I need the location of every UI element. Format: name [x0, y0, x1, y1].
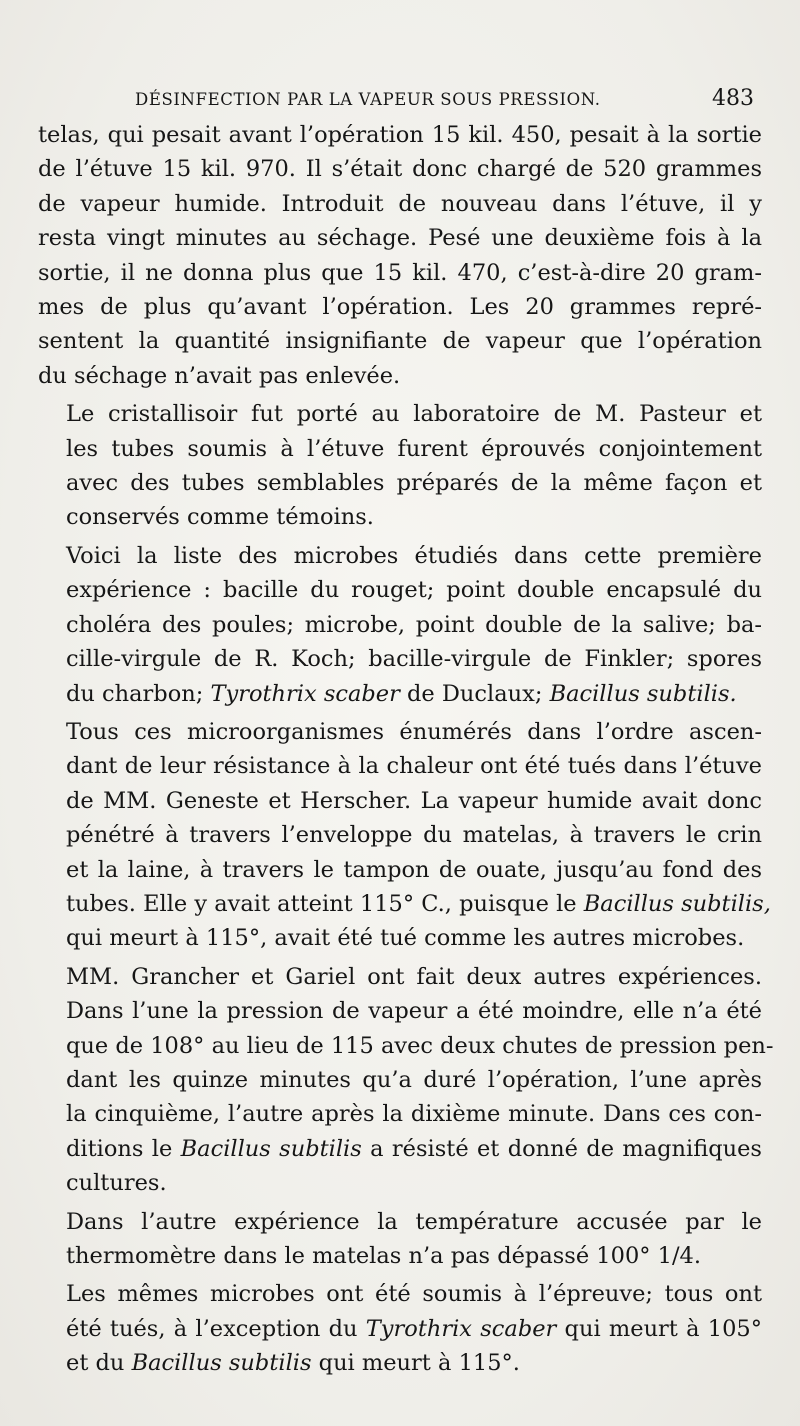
text-run: qui meurt à 115°, avait été tué comme les autres microbes.	[66, 925, 745, 952]
text-run: dant les quinze minutes qu’a duré l’opération, l’une après	[66, 1066, 762, 1093]
text-line	[38, 118, 762, 152]
text-run: Dans l’autre expérience la température accusée par le	[66, 1208, 762, 1235]
text-run: qui meurt à 105°	[556, 1315, 762, 1342]
text-line	[38, 1132, 762, 1166]
italic-text-run: Bacillus subtilis	[131, 1350, 312, 1377]
text-line	[38, 359, 762, 393]
text-run: du charbon;	[66, 680, 211, 707]
text-run: Voici la liste des microbes étudiés dans cette première	[66, 542, 762, 569]
italic-text-run: Tyrothrix scaber	[365, 1315, 557, 1342]
text-run: pénétré à travers l’enveloppe du matelas, à travers le crin	[66, 822, 762, 849]
paragraph	[38, 1277, 762, 1380]
text-run: de MM. Geneste et Herscher. La vapeur humide avait donc	[66, 787, 762, 814]
text-line	[38, 608, 762, 642]
italic-text-run: Tyrothrix scaber	[210, 680, 400, 707]
text-line	[38, 853, 762, 887]
text-run: Le cristallisoir fut porté au laboratoire de M. Pasteur et	[66, 401, 762, 428]
text-line	[38, 1346, 762, 1380]
text-run: mes de plus qu’avant l’opération. Les 20 grammes repré-	[38, 294, 762, 321]
text-run: sortie, il ne donna plus que 15 kil. 470, c’est-à-dire 20 gram-	[38, 259, 762, 286]
text-run: sentent la quantité insignifiante de vapeur que l’opération	[38, 328, 762, 355]
paragraph	[38, 539, 762, 711]
text-run: Les mêmes microbes ont été soumis à l’épreuve; tous ont	[66, 1281, 762, 1308]
text-line	[38, 715, 762, 749]
text-run: de Duclaux;	[399, 680, 550, 707]
text-run: a résisté et donné de magnifiques	[361, 1135, 762, 1162]
text-line	[38, 921, 762, 955]
text-line	[38, 677, 762, 711]
paragraph	[38, 715, 771, 956]
text-line	[38, 749, 762, 783]
text-line	[38, 500, 762, 534]
running-title: DÉSINFECTION PAR LA VAPEUR SOUS PRESSION.	[135, 90, 601, 109]
text-run: conservés comme témoins.	[66, 504, 374, 531]
text-run: cille-virgule de R. Koch; bacille-virgule de Finkler; spores	[66, 646, 762, 673]
text-line	[38, 290, 762, 324]
text-line	[38, 1205, 762, 1239]
text-line	[38, 1239, 762, 1273]
text-line	[38, 152, 762, 186]
text-line	[38, 432, 762, 466]
text-run: la cinquième, l’autre après la dixième minute. Dans ces con-	[66, 1101, 762, 1128]
italic-text-run: Bacillus subtilis	[180, 1135, 362, 1162]
text-line	[38, 573, 762, 607]
text-line	[38, 1097, 762, 1131]
text-line	[38, 539, 762, 573]
body-text	[38, 118, 774, 1385]
paragraph	[38, 1205, 762, 1274]
text-run: expérience : bacille du rouget; point double encapsulé du	[66, 577, 762, 604]
text-line	[38, 642, 762, 676]
text-line	[38, 1063, 762, 1097]
text-run: thermomètre dans le matelas n’a pas dépassé 100° 1/4.	[66, 1243, 702, 1269]
text-run: du séchage n’avait pas enlevée.	[38, 362, 401, 389]
text-run: que de 108° au lieu de 115 avec deux chutes de pression pen-	[66, 1032, 774, 1059]
text-line	[38, 1166, 762, 1200]
paragraph	[38, 960, 774, 1201]
text-run: Dans l’une la pression de vapeur a été moindre, elle n’a été	[66, 998, 762, 1025]
text-run: tubes. Elle y avait atteint 115° C., puisque le	[66, 890, 584, 917]
text-line	[38, 887, 771, 921]
text-run: et la laine, à travers le tampon de ouate, jusqu’au fond des	[66, 856, 762, 883]
text-run: telas, qui pesait avant l’opération 15 kil. 450, pesait à la sortie	[38, 122, 762, 148]
text-run: été tués, à l’exception du	[66, 1315, 366, 1342]
text-line	[38, 187, 762, 221]
text-line	[38, 1312, 762, 1346]
paragraph	[38, 118, 762, 393]
text-run: resta vingt minutes au séchage. Pesé une deuxième fois à la	[38, 225, 762, 252]
text-line	[38, 994, 762, 1028]
running-header	[0, 78, 800, 118]
italic-text-run: Bacillus subtilis.	[549, 680, 737, 707]
text-line	[38, 784, 762, 818]
italic-text-run: Bacillus subtilis,	[583, 890, 771, 917]
text-line	[38, 960, 762, 994]
text-line	[38, 324, 762, 358]
text-run: dant de leur résistance à la chaleur ont été tués dans l’étuve	[66, 753, 762, 780]
text-run: MM. Grancher et Gariel ont fait deux autres expériences.	[66, 963, 762, 990]
paragraph	[38, 397, 762, 535]
text-line	[38, 397, 762, 431]
text-run: qui meurt à 115°.	[311, 1350, 520, 1377]
text-run: ditions le	[66, 1135, 181, 1162]
page-number: 483	[712, 86, 754, 111]
text-run: Tous ces microorganismes énumérés dans l’ordre ascen-	[66, 718, 762, 745]
text-line	[38, 256, 762, 290]
text-run: les tubes soumis à l’étuve furent éprouvés conjointement	[66, 435, 762, 462]
text-run: et du	[66, 1350, 132, 1377]
text-line	[38, 466, 762, 500]
text-run: de vapeur humide. Introduit de nouveau dans l’étuve, il y	[38, 190, 762, 217]
text-run: avec des tubes semblables préparés de la même façon et	[66, 470, 762, 497]
text-line	[38, 221, 762, 255]
text-line	[38, 1029, 774, 1063]
text-run: choléra des poules; microbe, point double de la salive; ba-	[66, 611, 762, 638]
text-run: de l’étuve 15 kil. 970. Il s’était donc chargé de 520 grammes	[38, 156, 762, 183]
text-line	[38, 818, 762, 852]
text-run: cultures.	[66, 1170, 167, 1197]
text-line	[38, 1277, 762, 1311]
